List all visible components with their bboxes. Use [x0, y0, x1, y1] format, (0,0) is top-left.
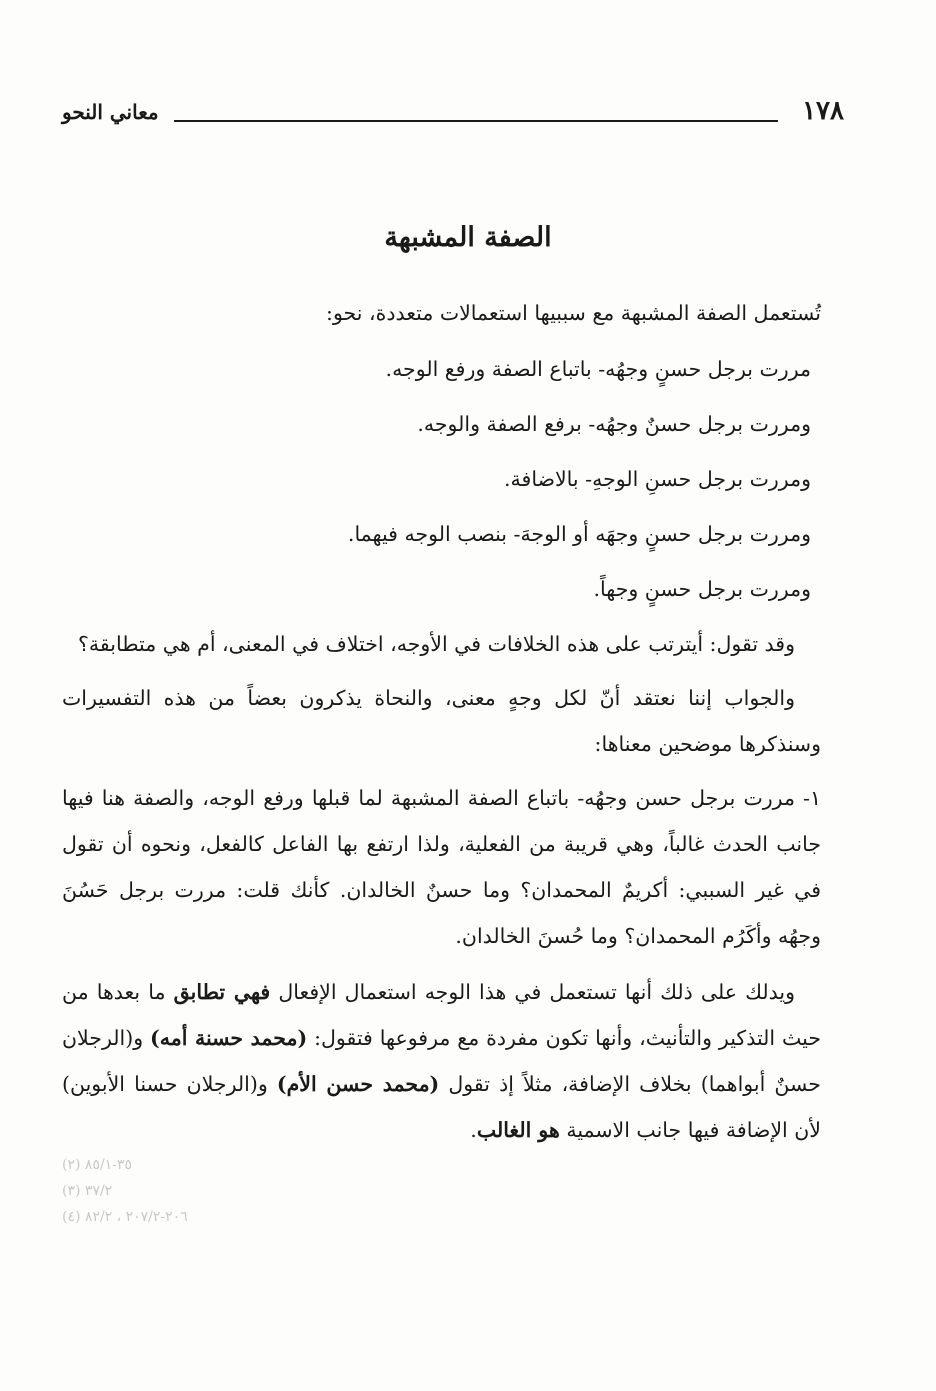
answer-paragraph: والجواب إننا نعتقد أنّ لكل وجهٍ معنى، والنحاة يذكرون بعضاً من هذه التفسيرات وسنذكرها موضحين معناها:: [62, 686, 821, 756]
evidence-bold: (محمد حسنة أمه): [150, 1026, 308, 1050]
example-line: ومررت برجل حسنٍ وجهَه أو الوجهَ- بنصب الوجه فيهما.: [347, 522, 811, 546]
evidence-text: ما بعدها من حيث التذكير والتأنيث، وأنها تكون مفردة مع مرفوعها فتقول:: [62, 980, 821, 1050]
page-number: ١٧٨: [802, 96, 844, 126]
evidence-text: و(الرجلان حسنا الأبوين) لأن الإضافة فيها جانب الاسمية: [62, 1072, 821, 1142]
footnote-line: (٤) ٢٠٦-٢٠٧/٢ ، ٨٢/٢: [62, 1209, 188, 1225]
evidence-text: و(الرجلان حسنٌ أبواهما) بخلاف الإضافة، مثلاً إذ تقول: [62, 1026, 821, 1096]
faint-footnotes: [62, 1152, 676, 1230]
evidence-bold: فهي تطابق: [173, 980, 271, 1004]
example-line: ومررت برجل حسنِ الوجهِ- بالاضافة.: [504, 467, 811, 491]
evidence-bold: هو الغالب: [476, 1118, 560, 1142]
page-header: [62, 96, 844, 136]
footnote-line: (٣) ٣٧/٢: [62, 1183, 113, 1199]
evidence-paragraph: [62, 969, 821, 1153]
evidence-bold: (محمد حسن الأم): [276, 1072, 440, 1096]
example-line: ومررت برجل حسنٍ وجهاً.: [593, 577, 811, 601]
evidence-text: .: [470, 1118, 477, 1142]
body-text: [62, 290, 821, 1161]
point-1-paragraph: ١- مررت برجل حسن وجهُه- باتباع الصفة المشبهة لما قبلها ورفع الوجه، والصفة هنا فيها جانب الحدث غالباً، وهي قريبة من الفعلية، ولذا ارتفع بها الفاعل كالفعل، ونحوه أن تقول في غير السببي: أكريمٌ المحمدان؟ وما حسنٌ الخالدان. كأنك قلت: مررت برجل حَسُنَ وجهُه وأكَرُم المحمدان؟ وما حُسنَ الخالدان.: [62, 786, 821, 948]
section-title: الصفة المشبهة: [384, 222, 552, 253]
intro-paragraph: تُستعمل الصفة المشبهة مع سببيها استعمالات متعددة، نحو:: [326, 301, 821, 325]
question-paragraph: وقد تقول: أيترتب على هذه الخلافات في الأوجه، اختلاف في المعنى، أم هي متطابقة؟: [78, 632, 795, 656]
example-line: مررت برجل حسنٍ وجهُه- باتباع الصفة ورفع الوجه.: [385, 357, 811, 381]
example-line: ومررت برجل حسنٌ وجهُه- برفع الصفة والوجه.: [417, 412, 811, 436]
header-rule: [174, 120, 778, 122]
evidence-text: ويدلك على ذلك أنها تستعمل في هذا الوجه استعمال الإفعال: [270, 980, 795, 1004]
book-title: معاني النحو: [62, 100, 159, 124]
footnote-line: (٢) ٣٥-٨٥/١: [62, 1157, 132, 1173]
